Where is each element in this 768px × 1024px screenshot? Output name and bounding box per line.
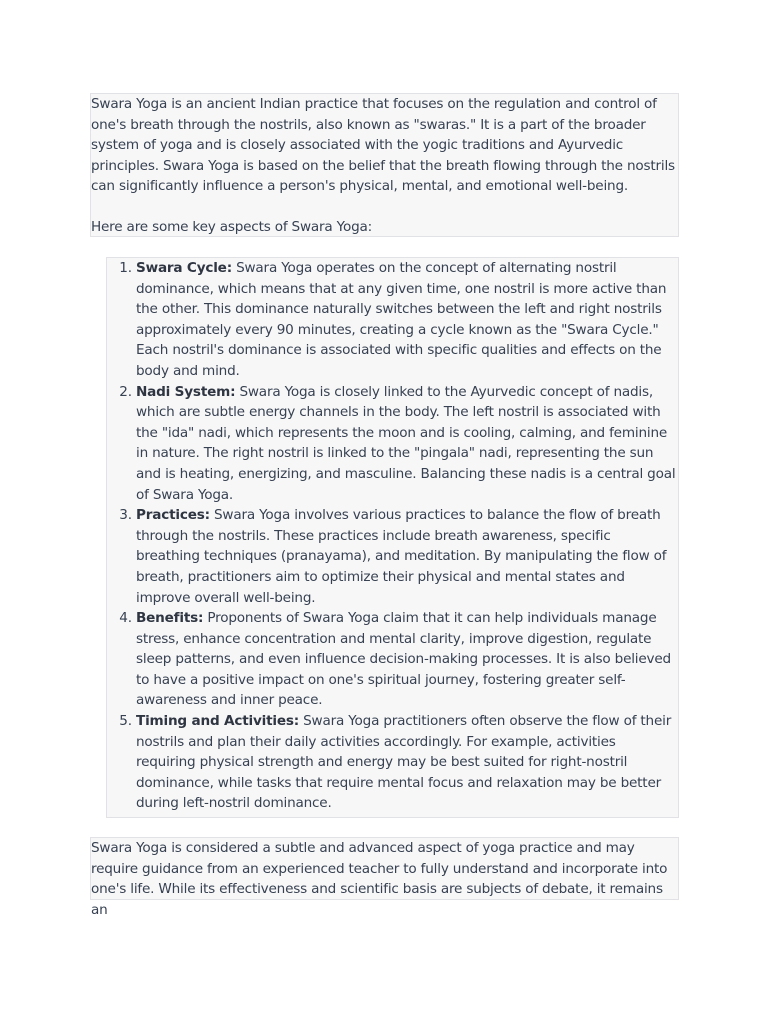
closing-paragraph: Swara Yoga is considered a subtle and advanced aspect of yoga practice and may require guidance from an experienced teacher to fully understand and incorporate into one's life. While its effectiveness and scientific basis are subjects of debate, it remains an [91,840,668,918]
aspect-text: Swara Yoga is closely linked to the Ayurvedic concept of nadis, which are subtle energy channels in the body. The left nostril is associated with the "ida" nadi, which represents the moon and is cooling, calming, and feminine in nature. The right nostril is linked to the "pingala" nadi, representing the sun and is heating, energizing, and masculine. Balancing these nadis is a central goal of Swara Yoga. [136,383,676,503]
intro-section [90,93,679,237]
aspect-term: Practices: [136,507,210,524]
aspect-text: Swara Yoga involves various practices to balance the flow of breath through the nostrils. These practices include breath awareness, specific breathing techniques (pranayama), and meditation. By manipulating the flow of breath, practitioners aim to optimize their physical and mental states and improve overall well-being. [136,507,667,606]
aspect-text: Proponents of Swara Yoga claim that it can help individuals manage stress, enhance concentration and mental clarity, improve digestion, regulate sleep patterns, and even influence decision-making processes. It is also believed to have a positive impact on one's spiritual journey, fostering greater self-awareness and inner peace. [136,610,671,709]
list-item [136,505,678,608]
aspects-list [107,258,678,814]
intro-paragraph: Swara Yoga is an ancient Indian practice that focuses on the regulation and control of one's breath through the nostrils, also known as "swaras." It is a part of the broader system of yoga and is closely associated with the yogic traditions and Ayurvedic principles. Swara Yoga is based on the belief that the breath flowing through the nostrils can significantly influence a person's physical, mental, and emotional well-being. [91,96,675,195]
aspect-text: Swara Yoga operates on the concept of alternating nostril dominance, which means that at any given time, one nostril is more active than the other. This dominance naturally switches between the left and right nostrils approximately every 90 minutes, creating a cycle known as the "Swara Cycle." Each nostril's dominance is associated with specific qualities and effects on the body and mind. [136,260,667,379]
list-item [136,382,678,506]
list-item [136,608,678,711]
aspect-term: Benefits: [136,610,204,627]
aspect-term: Timing and Activities: [136,713,299,730]
list-item [136,258,678,382]
aspect-term: Nadi System: [136,383,236,400]
list-item [136,711,678,814]
aspects-list-section [106,257,679,818]
list-intro: Here are some key aspects of Swara Yoga: [91,219,373,236]
aspect-term: Swara Cycle: [136,260,232,276]
aspect-text: Swara Yoga practitioners often observe the flow of their nostrils and plan their daily activities accordingly. For example, activities requiring physical strength and energy may be best suited for right-nostril dominance, while tasks that require mental focus and relaxation may be better during left-nostril dominance. [136,713,672,812]
closing-section [90,837,679,918]
